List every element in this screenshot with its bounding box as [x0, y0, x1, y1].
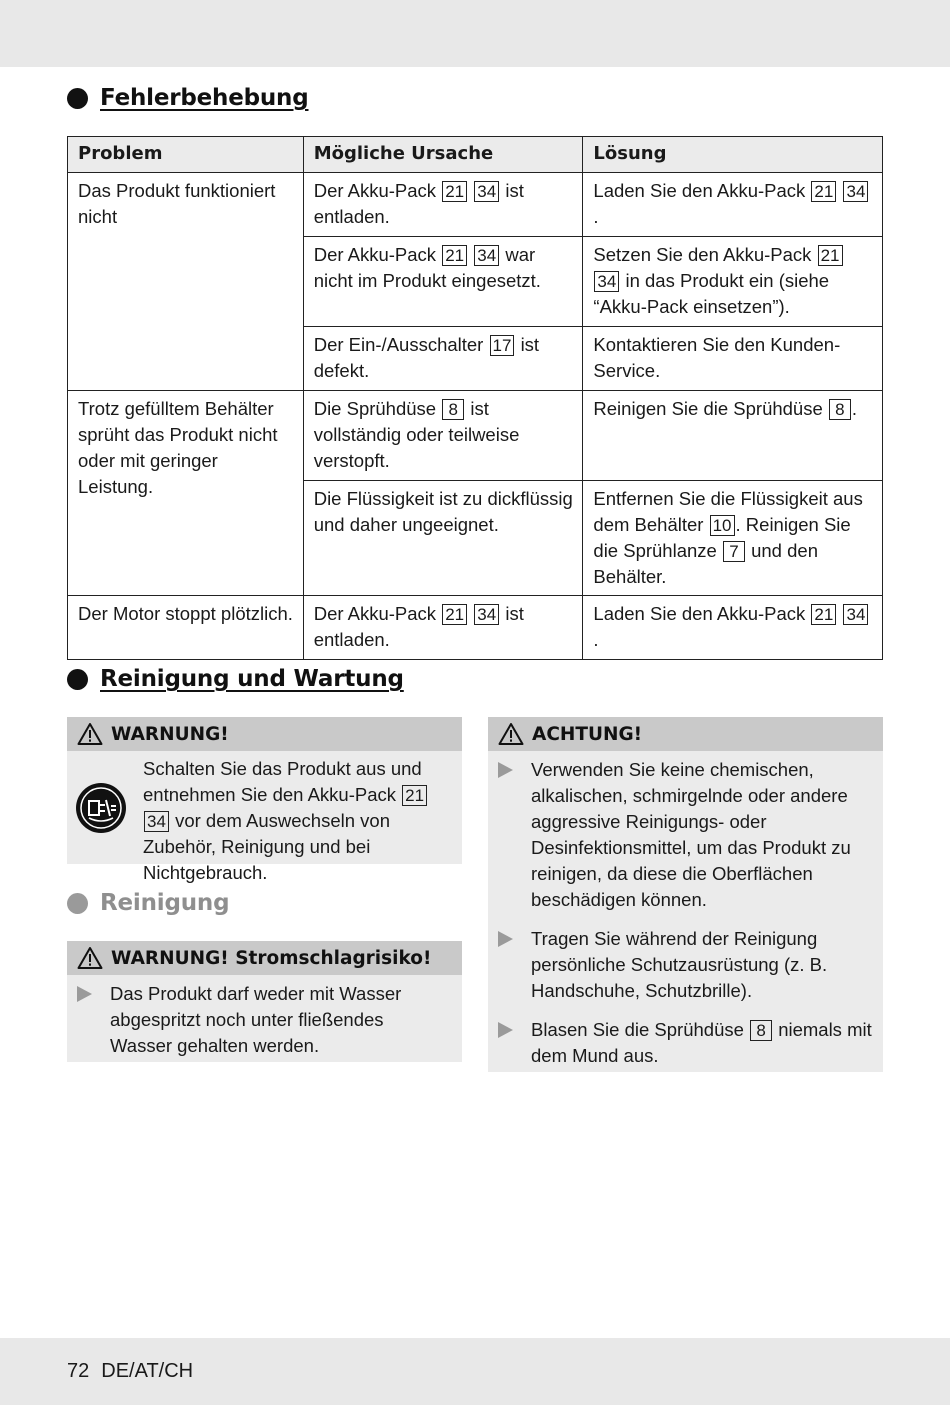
- ref-box: 21: [811, 604, 836, 625]
- problem-cell: Das Produkt funktioniert nicht: [68, 173, 304, 391]
- ref-box: 8: [750, 1020, 772, 1041]
- caution-box-header: [488, 717, 883, 751]
- section-title: Reinigung: [100, 890, 230, 916]
- ref-box: 21: [811, 181, 836, 202]
- column-header: Problem: [68, 137, 304, 173]
- cause-cell: Der Ein-/Ausschalter 17 ist defekt.: [303, 327, 583, 391]
- problem-cell: Trotz gefülltem Behälter sprüht das Produkt nicht oder mit geringer Leistung.: [68, 391, 304, 596]
- ref-box: 17: [490, 335, 515, 356]
- caution-box: [488, 717, 883, 1072]
- troubleshooting-heading: [67, 85, 309, 111]
- list-item: Tragen Sie während der Reinigung persönliche Schutzausrüstung (z. B. Handschuhe, Schutzbrille).: [498, 926, 875, 1004]
- ref-box: 21: [442, 245, 467, 266]
- warning-triangle-icon: [77, 946, 103, 970]
- page-footer: [67, 1360, 193, 1383]
- ref-box: 21: [818, 245, 843, 266]
- ref-box: 34: [144, 811, 169, 832]
- locale-label: DE/AT/CH: [101, 1360, 194, 1382]
- troubleshooting-table: [67, 136, 883, 660]
- list-item: Verwenden Sie keine chemischen, alkalischen, schmirgelnde oder andere aggressive Reinigungs- oder Desinfektionsmittel, um das Produkt zu reinigen, da diese die Oberflächen beschädigen können.: [498, 757, 875, 913]
- cleaning-heading: [67, 890, 229, 916]
- cause-cell: Der Akku-Pack 21 34 war nicht im Produkt eingesetzt.: [303, 237, 583, 327]
- warning-box: [67, 717, 462, 883]
- solution-cell: Kontaktieren Sie den Kunden-Service.: [583, 327, 883, 391]
- warning-triangle-icon: [77, 722, 103, 746]
- cause-cell: Der Akku-Pack 21 34 ist entladen.: [303, 596, 583, 660]
- table-row: [68, 391, 883, 481]
- table-row: [68, 173, 883, 237]
- unplug-battery-icon: [75, 782, 127, 834]
- cleaning-maintenance-heading: [67, 666, 404, 692]
- caution-title: ACHTUNG!: [532, 723, 643, 745]
- solution-cell: Laden Sie den Akku-Pack 21 34.: [583, 596, 883, 660]
- list-item: Blasen Sie die Sprühdüse 8 niemals mit dem Mund aus.: [498, 1017, 875, 1069]
- ref-box: 34: [474, 181, 499, 202]
- top-band: [0, 0, 950, 67]
- column-header: Mögliche Ursache: [303, 137, 583, 173]
- table-row: [68, 596, 883, 660]
- cause-cell: Der Akku-Pack 21 34 ist entladen.: [303, 173, 583, 237]
- solution-cell: Laden Sie den Akku-Pack 21 34.: [583, 173, 883, 237]
- shock-warning-title: WARNUNG! Stromschlagrisiko!: [111, 947, 432, 969]
- cause-cell: Die Sprühdüse 8 ist vollständig oder teilweise verstopft.: [303, 391, 583, 481]
- triangle-bullet-icon: [498, 1022, 513, 1038]
- list-item: Das Produkt darf weder mit Wasser abgespritzt noch unter fließendes Wasser gehalten werden.: [67, 975, 462, 1059]
- ref-box: 10: [710, 515, 735, 536]
- triangle-bullet-icon: [498, 762, 513, 778]
- cause-cell: Die Flüssigkeit ist zu dickflüssig und daher ungeeignet.: [303, 481, 583, 596]
- triangle-bullet-icon: [498, 931, 513, 947]
- section-title: Fehlerbehebung: [100, 85, 309, 111]
- table-header-row: [68, 137, 883, 173]
- warning-triangle-icon: [498, 722, 524, 746]
- ref-box: 34: [843, 604, 868, 625]
- warning-box-header: [67, 717, 462, 751]
- ref-box: 8: [442, 399, 464, 420]
- bullet-icon: [67, 669, 88, 690]
- ref-box: 34: [594, 271, 619, 292]
- ref-box: 8: [829, 399, 851, 420]
- triangle-bullet-icon: [77, 986, 92, 1002]
- ref-box: 7: [723, 541, 745, 562]
- ref-box: 21: [402, 785, 427, 806]
- solution-cell: Reinigen Sie die Sprühdüse 8 .: [583, 391, 883, 481]
- warning-text: Schalten Sie das Produkt aus und entnehmen Sie den Akku-Pack 21 34 vor dem Auswechseln von Zubehör, Reinigung und bei Nichtgebrauch.: [143, 756, 450, 886]
- ref-box: 34: [843, 181, 868, 202]
- bullet-icon: [67, 893, 88, 914]
- ref-box: 34: [474, 604, 499, 625]
- column-header: Lösung: [583, 137, 883, 173]
- warning-title: WARNUNG!: [111, 723, 229, 745]
- ref-box: 21: [442, 181, 467, 202]
- solution-cell: Entfernen Sie die Flüssigkeit aus dem Behälter 10 . Reinigen Sie die Sprühlanze 7 und den Behälter.: [583, 481, 883, 596]
- page-number: 72: [67, 1360, 90, 1382]
- shock-warning-header: [67, 941, 462, 975]
- ref-box: 34: [474, 245, 499, 266]
- solution-cell: Setzen Sie den Akku-Pack 21 34 in das Produkt ein (siehe “Akku-Pack einsetzen”).: [583, 237, 883, 327]
- bullet-icon: [67, 88, 88, 109]
- section-title: Reinigung und Wartung: [100, 666, 404, 692]
- problem-cell: Der Motor stoppt plötzlich.: [68, 596, 304, 660]
- ref-box: 21: [442, 604, 467, 625]
- shock-warning-box: [67, 941, 462, 1062]
